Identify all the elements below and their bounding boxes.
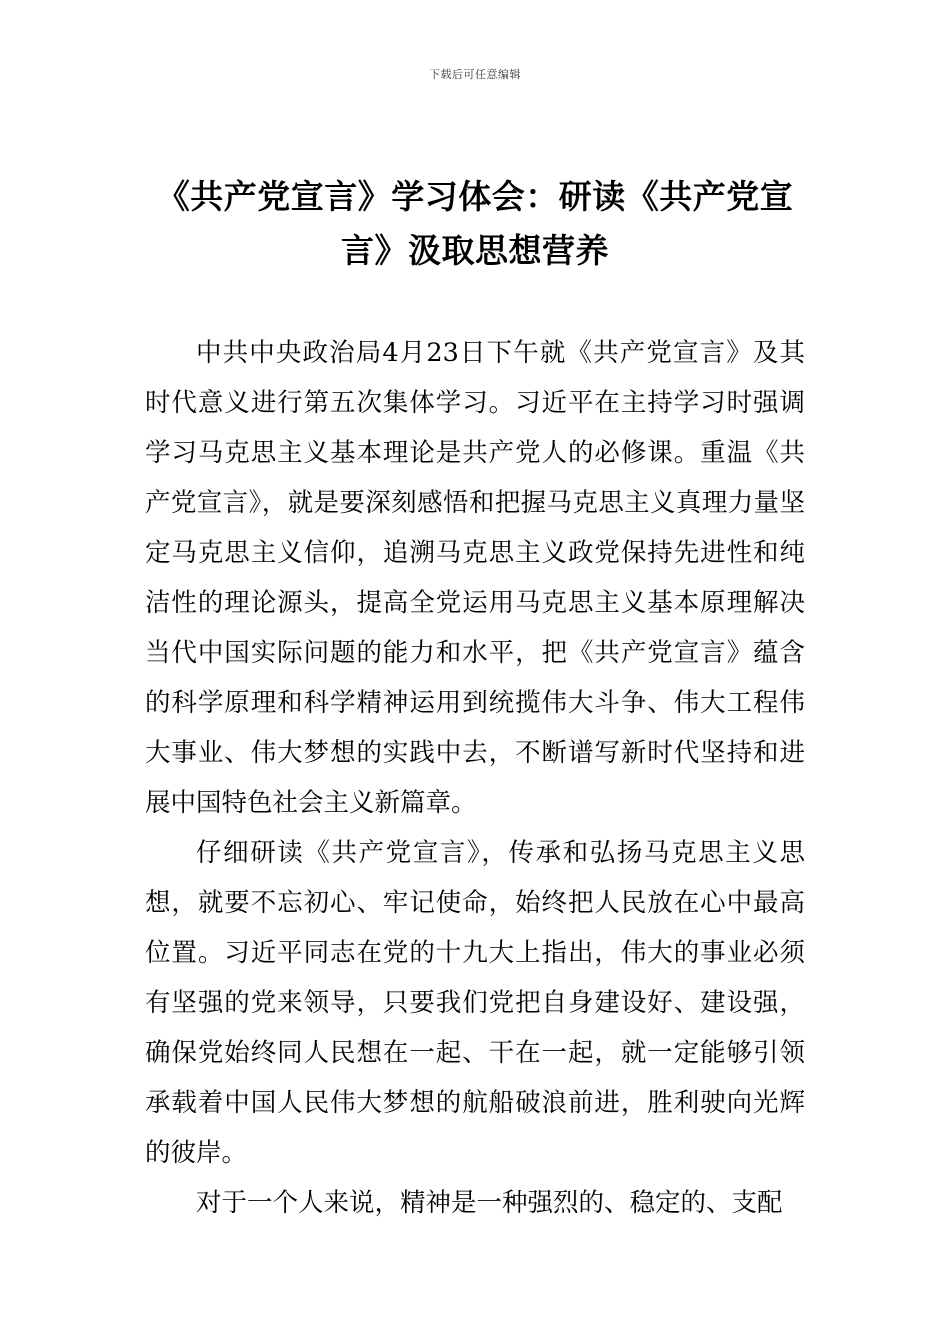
paragraph-1: 中共中央政治局4月23日下午就《共产党宣言》及其时代意义进行第五次集体学习。习近平在主持学习时强调学习马克思主义基本理论是共产党人的必修课。重温《共产党宣言》，就是要深刻感悟和把握马克思主义真理力量坚定马克思主义信仰，追溯马克思主义政党保持先进性和纯洁性的理论源头，提高全党运用马克思主义基本原理解决当代中国实际问题的能力和水平，把《共产党宣言》蕴含的科学原理和科学精神运用到统揽伟大斗争、伟大工程伟大事业、伟大梦想的实践中去，不断谱写新时代坚持和进展中国特色社会主义新篇章。 <box>145 338 805 818</box>
document-title: 《共产党宣言》学习体会：研读《共产党宣言》汲取思想营养 <box>156 177 794 270</box>
paragraph-2: 仔细研读《共产党宣言》，传承和弘扬马克思主义思想，就要不忘初心、牢记使命，始终把人民放在心中最高位置。习近平同志在党的十九大上指出，伟大的事业必须有坚强的党来领导，只要我们党把自身建设好、建设强，确保党始终同人民想在一起、干在一起，就一定能够引领承载着中国人民伟大梦想的航船破浪前进，胜利驶向光辉的彼岸。 <box>145 838 805 1168</box>
document-body <box>145 328 805 1228</box>
page-header-note: 下载后可任意编辑 <box>429 68 521 81</box>
paragraph-3: 对于一个人来说，精神是一种强烈的、稳定的、支配 <box>196 1188 783 1218</box>
